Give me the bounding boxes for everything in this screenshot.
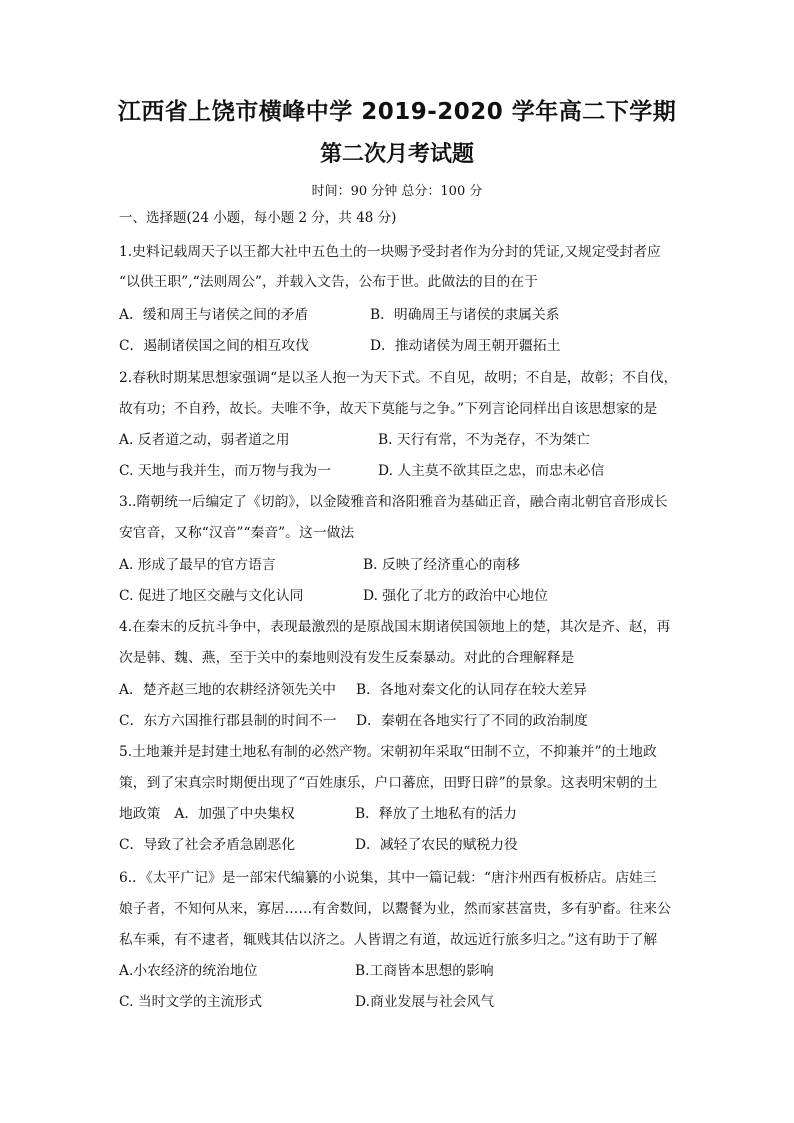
question-6-line-1: 6.．《太平广记》是一部宋代编纂的小说集，其中一篇记载：“唐汴州西有板桥店。店娃三 (119, 870, 657, 886)
question-5-line-3 (119, 802, 295, 822)
exam-meta: 时间：90 分钟 总分：100 分 (311, 184, 483, 199)
question-5-line-3-text: 地政策 (119, 806, 161, 822)
question-6-option-a: A.小农经济的统治地位 (119, 963, 258, 979)
exam-subtitle: 第二次月考试题 (319, 142, 474, 167)
question-1-option-a: A．缓和周王与诸侯之间的矛盾 (119, 307, 309, 323)
section-heading: 一、选择题(24 小题，每小题 2 分，共 48 分) (119, 210, 397, 226)
question-3-option-d: D. 强化了北方的政治中心地位 (363, 588, 548, 604)
question-3-option-a: A. 形成了最早的官方语言 (119, 557, 276, 573)
question-6-line-3: 私车乘，有不逮者，辄贱其估以济之。人皆谓之有道，故远近行旅多归之。”这有助于了解 (119, 932, 658, 948)
question-2-option-b: B. 天行有常，不为尧存，不为桀亡 (378, 432, 591, 448)
question-4-option-b: B．各地对秦文化的认同存在较大差异 (356, 682, 587, 698)
question-5-line-1: 5.土地兼并是封建土地私有制的必然产物。宋朝初年采取“田制不立，不抑兼并”的土地政 (119, 744, 657, 760)
question-4-line-1: 4.在秦末的反抗斗争中，表现最激烈的是原战国末期诸侯国领地上的楚，其次是齐、赵，再 (119, 619, 671, 635)
question-4-option-a: A．楚齐赵三地的农耕经济领先关中 (119, 682, 336, 698)
question-1-line-1: 1.史料记载周天子以王都大社中五色土的一块赐予受封者作为分封的凭证,又规定受封者应 (119, 244, 661, 260)
question-6-option-d: D.商业发展与社会风气 (355, 994, 495, 1010)
question-1-option-b: B．明确周王与诸侯的隶属关系 (370, 307, 560, 323)
question-6-option-b: B.工商皆本思想的影响 (355, 963, 494, 979)
question-1-line-2: “以供王职”,“法则周公”，并载入文告，公布于世。此做法的目的在于 (119, 274, 538, 290)
question-5-option-d: D．减轻了农民的赋税力役 (355, 837, 518, 853)
question-2-option-c: C. 天地与我并生，而万物与我为一 (119, 463, 331, 479)
question-6-option-c: C. 当时文学的主流形式 (119, 994, 263, 1010)
question-3-option-b: B. 反映了经济重心的南移 (363, 557, 520, 573)
question-5-option-a: A．加强了中央集权 (174, 806, 295, 822)
question-5-line-2: 策，到了宋真宗时期便出现了“百姓康乐，户口蕃庶，田野日辟”的景象。这表明宋朝的土 (119, 775, 658, 791)
exam-title: 江西省上饶市横峰中学 2019-2020 学年高二下学期 (117, 99, 677, 125)
question-6-line-2: 娘子者，不知何从来，寡居……有舍数间，以鬻餐为业，然而家甚富贵，多有驴畜。往来公 (119, 901, 671, 917)
question-1-option-c: C．遏制诸侯国之间的相互攻伐 (119, 338, 309, 354)
question-2-option-d: D. 人主莫不欲其臣之忠，而忠未必信 (378, 463, 605, 479)
question-4-option-d: D．秦朝在各地实行了不同的政治制度 (356, 713, 588, 729)
question-5-option-c: C．导致了社会矛盾急剧恶化 (119, 837, 296, 853)
question-4-line-2: 次是韩、魏、燕，至于关中的秦地则没有发生反秦暴动。对此的合理解释是 (119, 650, 575, 666)
question-2-line-1: 2.春秋时期某思想家强调“是以圣人抱一为天下式。不自见，故明；不自是，故彰；不自伐， (119, 370, 678, 386)
question-5-option-b: B．释放了土地私有的活力 (355, 806, 517, 822)
question-2-option-a: A. 反者道之动，弱者道之用 (119, 432, 290, 448)
question-1-option-d: D．推动诸侯为周王朝开疆拓土 (370, 338, 561, 354)
question-3-option-c: C. 促进了地区交融与文化认同 (119, 588, 304, 604)
question-2-line-2: 故有功；不自矜，故长。夫唯不争，故天下莫能与之争。”下列言论同样出自该思想家的是 (119, 401, 658, 417)
question-4-option-c: C．东方六国推行郡县制的时间不一 (119, 713, 337, 729)
question-3-line-1: 3..隋朝统一后编定了《切韵》，以金陵雅音和洛阳雅音为基础正音，融合南北朝官音形成长 (119, 494, 668, 510)
question-3-line-2: 安官音，又称“汉音”“秦音”。这一做法 (119, 525, 355, 541)
